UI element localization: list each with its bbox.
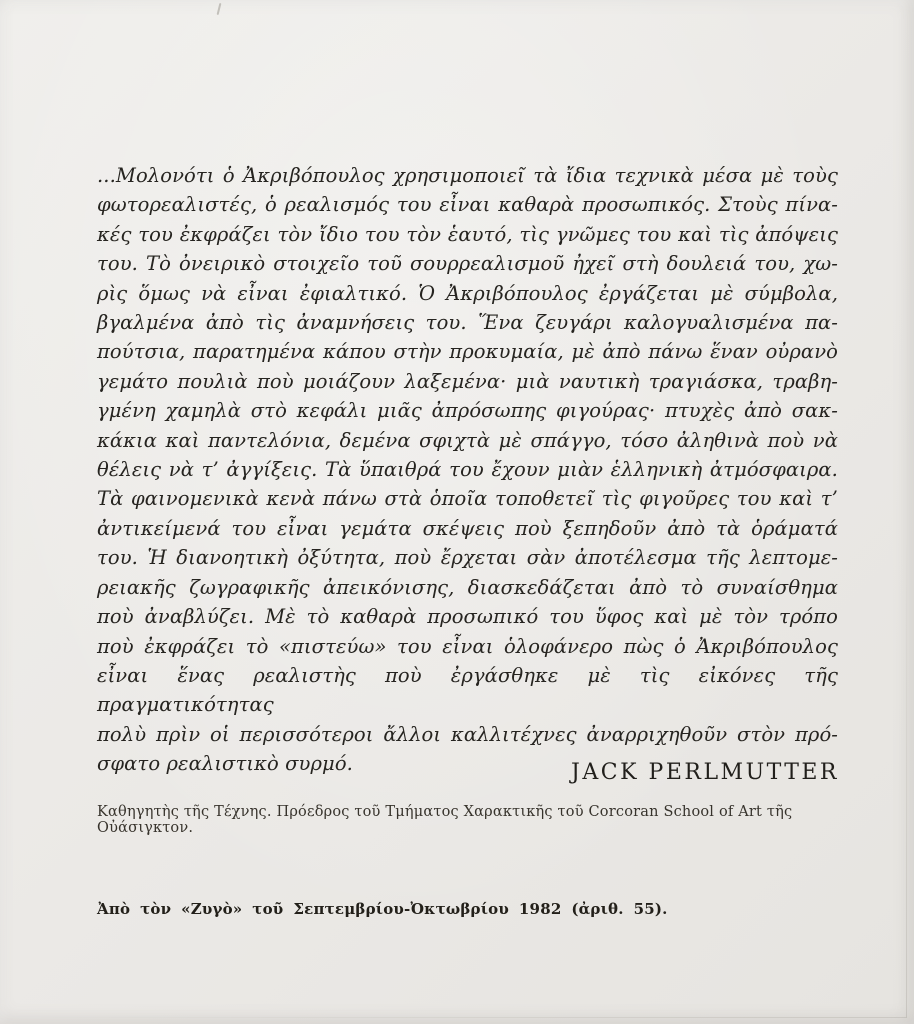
scan-hair-mark [217, 3, 222, 15]
page-edge [27, 1017, 906, 1018]
body-line: εἶναι ἕνας ρεαλιστὴς ποὺ ἐργάσθηκε μὲ τὶς εἰκόνες τῆς πραγματικότητας [97, 663, 838, 717]
body-line: βγαλμένα ἀπὸ τὶς ἀναμνήσεις του. Ἕνα ζευγάρι καλογυαλισμένα πα- [97, 311, 838, 335]
body-line: κάκια καὶ παντελόνια, δεμένα σφιχτὰ μὲ σπάγγο, τόσο ἀληθινὰ ποὺ νὰ [97, 428, 838, 452]
body-line: γεμάτο πουλιὰ ποὺ μοιάζουν λαξεμένα· μιὰ ναυτικὴ τραγιάσκα, τραβη- [97, 369, 838, 393]
body-line: πολὺ πρὶν οἱ περισσότεροι ἄλλοι καλλιτέχνες ἀναρριχηθοῦν στὸν πρό- [97, 722, 838, 746]
body-line: του. Ἡ διανοητικὴ ὀξύτητα, ποὺ ἔρχεται σὰν ἀποτέλεσμα τῆς λεπτομε- [97, 546, 838, 570]
body-line: ...Μολονότι ὁ Ἀκριβόπουλος χρησιμοποιεῖ τὰ ἴδια τεχνικὰ μέσα μὲ τοὺς [97, 164, 838, 187]
author-credentials: Καθηγητὴς τῆς Τέχνης. Πρόεδρος τοῦ Τμήματος Χαρακτικῆς τοῦ Corcoran School of Art τῆς Οὐάσιγκτον. [97, 804, 793, 836]
body-line: ποὺ ἀναβλύζει. Μὲ τὸ καθαρὰ προσωπικό του ὕφος καὶ μὲ τὸν τρόπο [97, 605, 838, 629]
body-line: ρειακῆς ζωγραφικῆς ἀπεικόνισης, διασκεδάζεται ἀπὸ τὸ συναίσθημα [97, 575, 838, 599]
body-line: ποὺ ἐκφράζει τὸ «πιστεύω» του εἶναι ὁλοφάνερο πὼς ὁ Ἀκριβόπουλος [97, 634, 838, 658]
body-line: θέλεις νὰ τ’ ἀγγίξεις. Τὰ ὕπαιθρά του ἔχουν μιὰν ἑλληνικὴ ἀτμόσφαιρα. [97, 458, 838, 482]
body-line: σφατο ρεαλιστικὸ συρμό. [97, 752, 353, 776]
body-line: γμένη χαμηλὰ στὸ κεφάλι μιᾶς ἀπρόσωπης φιγούρας· πτυχὲς ἀπὸ σακ- [97, 399, 838, 423]
body-line: του. Τὸ ὀνειρικὸ στοιχεῖο τοῦ σουρρεαλισμοῦ ἠχεῖ στὴ δουλειά του, χω- [97, 252, 838, 276]
body-line: κές του ἐκφράζει τὸν ἴδιο του τὸν ἑαυτό, τὶς γνῶμες του καὶ τὶς ἀπόψεις [97, 222, 838, 246]
body-line: πούτσια, παρατημένα κάπου στὴν προκυμαία, μὲ ἀπὸ πάνω ἕναν οὐρανὸ [97, 340, 838, 364]
source-citation: Ἀπὸ τὸν «Ζυγὸ» τοῦ Σεπτεμβρίου-Ὀκτωβρίου 1982 (ἀριθ. 55). [97, 900, 668, 918]
page-edge [906, 532, 907, 1018]
body-line: φωτορεαλιστές, ὁ ρεαλισμός του εἶναι καθαρὰ προσωπικός. Στοὺς πίνα- [97, 193, 838, 217]
body-line: ἀντικείμενά του εἶναι γεμάτα σκέψεις ποὺ ξεπηδοῦν ἀπὸ τὰ ὁράματά [97, 516, 838, 540]
body-line: ρὶς ὅμως νὰ εἶναι ἐφιαλτικό. Ὁ Ἀκριβόπουλος ἐργάζεται μὲ σύμβολα, [97, 281, 838, 305]
body-line: Τὰ φαινομενικὰ κενὰ πάνω στὰ ὁποῖα τοποθετεῖ τὶς φιγοῦρες του καὶ τ’ [97, 487, 838, 511]
signature-name: JACK PERLMUTTER [571, 760, 839, 785]
body-text [97, 161, 838, 779]
